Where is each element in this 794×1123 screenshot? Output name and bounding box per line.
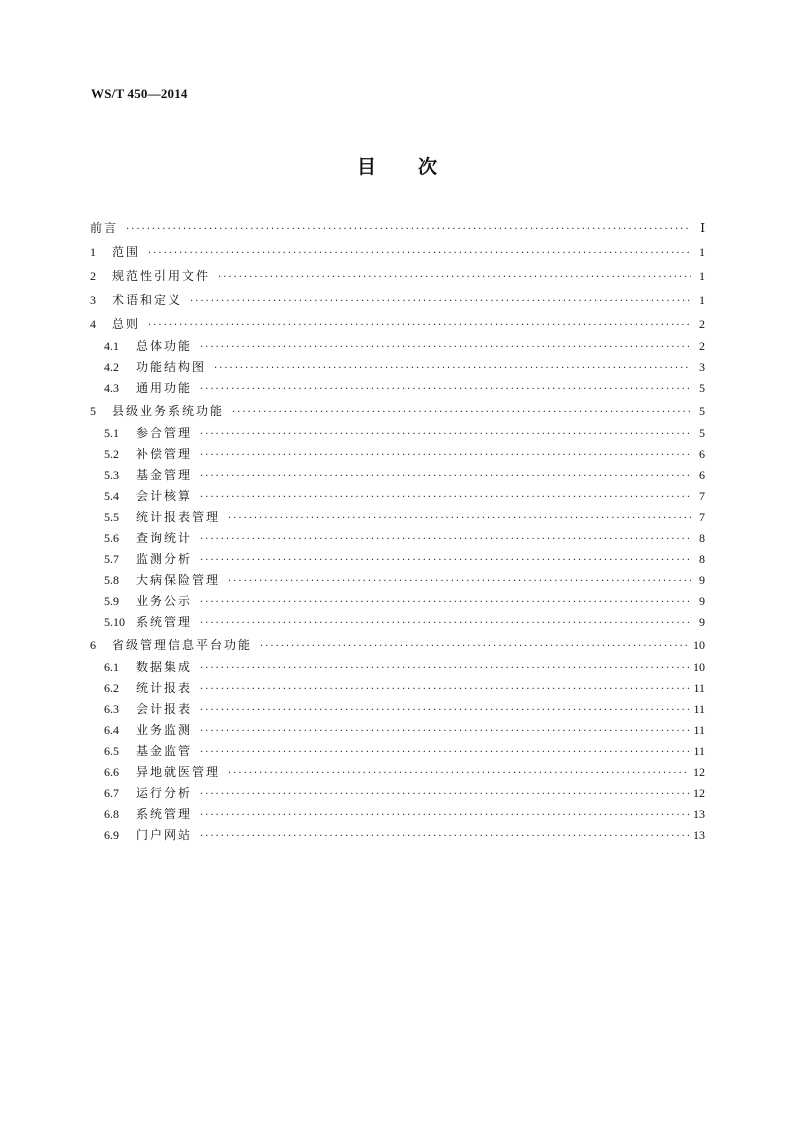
toc-entry[interactable] [90,507,705,528]
dot-leader [228,571,691,592]
toc-entry[interactable] [90,633,705,657]
dot-leader [200,379,691,400]
toc-entry[interactable] [90,570,705,591]
toc-entry[interactable] [90,804,705,825]
dot-leader [200,742,689,763]
toc-entry-page: 12 [693,765,705,779]
toc-entry-title: 规范性引用文件 [112,269,211,283]
toc-entry-title: 县级业务系统功能 [112,404,225,418]
toc-entry-page: 3 [699,360,705,374]
toc-entry-number: 6.3 [104,702,119,716]
toc-entry-page: 1 [699,245,705,259]
toc-entry-title: 基金管理 [136,468,193,482]
toc-entry-page: 13 [693,828,705,842]
dot-leader [214,358,691,379]
toc-entry-number: 5.4 [104,489,119,503]
toc-entry-number: 5.3 [104,468,119,482]
toc-entry-page: 5 [699,381,705,395]
toc-entry-number: 3 [90,293,96,307]
toc-entry-title: 会计核算 [136,489,193,503]
toc-entry-number: 4 [90,317,96,331]
toc-entry-title: 总体功能 [136,339,193,353]
toc-entry-number: 5.2 [104,447,119,461]
dot-leader [228,508,691,529]
toc-entry-title: 门户网站 [136,828,193,842]
toc-entry[interactable] [90,378,705,399]
toc-entry[interactable] [90,357,705,378]
toc-entry-page: 5 [699,426,705,440]
toc-entry-page: 2 [699,339,705,353]
dot-leader [200,550,691,571]
toc-entry-number: 5.5 [104,510,119,524]
dot-leader [200,337,691,358]
toc-entry-page: 1 [699,293,705,307]
toc-entry[interactable] [90,264,705,288]
toc-entry-number: 4.1 [104,339,119,353]
toc-entry-number: 5.10 [104,615,125,629]
toc-entry-page: 7 [699,510,705,524]
toc-entry[interactable] [90,216,705,240]
dot-leader [200,805,689,826]
toc-entry[interactable] [90,591,705,612]
toc-entry-page: 11 [693,702,705,716]
toc-entry-page: 12 [693,786,705,800]
dot-leader [200,658,689,679]
toc-entry[interactable] [90,528,705,549]
toc-entry-title: 查询统计 [136,531,193,545]
toc-entry-title: 省级管理信息平台功能 [112,638,253,652]
toc-entry[interactable] [90,549,705,570]
toc-entry[interactable] [90,657,705,678]
toc-entry-page: 1 [699,269,705,283]
toc-entry-number: 6.6 [104,765,119,779]
toc-entry[interactable] [90,336,705,357]
toc-entry-number: 6.1 [104,660,119,674]
toc-entry-number: 4.3 [104,381,119,395]
toc-entry-title: 范围 [112,245,141,259]
toc-entry-title: 统计报表 [136,681,193,695]
toc-entry-number: 5 [90,404,96,418]
toc-entry-number: 6.9 [104,828,119,842]
dot-leader [200,784,689,805]
toc-entry-page: Ⅰ [700,221,705,235]
dot-leader [200,529,691,550]
toc-entry[interactable] [90,762,705,783]
toc-entry[interactable] [90,240,705,264]
toc-entry-number: 5.8 [104,573,119,587]
toc-entry-page: 11 [693,681,705,695]
dot-leader [148,314,691,338]
toc-entry-page: 8 [699,552,705,566]
toc-entry-title: 系统管理 [136,615,193,629]
dot-leader [260,635,689,659]
dot-leader [200,592,691,613]
toc-entry-page: 5 [699,404,705,418]
toc-entry[interactable] [90,825,705,846]
toc-entry-title: 业务公示 [136,594,193,608]
toc-entry[interactable] [90,678,705,699]
toc-entry-page: 6 [699,468,705,482]
toc-entry[interactable] [90,444,705,465]
toc-entry-number: 6.4 [104,723,119,737]
title-char-2: 次 [418,156,438,178]
toc-entry-title: 运行分析 [136,786,193,800]
toc-entry[interactable] [90,486,705,507]
toc-entry-number: 5.9 [104,594,119,608]
dot-leader [200,826,689,847]
toc-entry-page: 13 [693,807,705,821]
toc-entry[interactable] [90,612,705,633]
toc-entry-page: 10 [693,638,705,652]
toc-entry-title: 业务监测 [136,723,193,737]
toc-entry-title: 系统管理 [136,807,193,821]
toc-entry[interactable] [90,465,705,486]
toc-entry[interactable] [90,783,705,804]
toc-entry-number: 1 [90,245,96,259]
dot-leader [190,290,691,314]
toc-entry-title: 会计报表 [136,702,193,716]
dot-leader [228,763,689,784]
toc-entry-page: 6 [699,447,705,461]
toc-entry-title: 大病保险管理 [136,573,221,587]
dot-leader [200,445,691,466]
dot-leader [200,487,691,508]
toc-entry-number: 6.2 [104,681,119,695]
toc-entry-number: 6.7 [104,786,119,800]
dot-leader [200,466,691,487]
dot-leader [200,613,691,634]
page-title [0,152,794,179]
toc-entry-number: 6.8 [104,807,119,821]
dot-leader [200,700,689,721]
toc-entry-number: 6.5 [104,744,119,758]
toc-entry-title: 通用功能 [136,381,193,395]
toc-entry-title: 基金监管 [136,744,193,758]
toc-entry-page: 2 [699,317,705,331]
dot-leader [232,401,691,425]
toc-entry-page: 9 [699,573,705,587]
toc-entry-page: 11 [693,723,705,737]
toc-entry-title: 总则 [112,317,141,331]
toc-entry-number: 5.7 [104,552,119,566]
toc-entry-number: 2 [90,269,96,283]
toc-entry-page: 7 [699,489,705,503]
toc-entry[interactable] [90,741,705,762]
toc-entry[interactable] [90,720,705,741]
toc-entry-title: 统计报表管理 [136,510,221,524]
toc-entry-page: 11 [693,744,705,758]
toc-entry[interactable] [90,288,705,312]
toc-entry-page: 10 [693,660,705,674]
toc-entry[interactable] [90,312,705,336]
dot-leader [200,424,691,445]
toc-entry-title: 监测分析 [136,552,193,566]
toc-entry-title: 功能结构图 [136,360,207,374]
toc-entry-title: 补偿管理 [136,447,193,461]
dot-leader [126,218,691,242]
toc-entry[interactable] [90,423,705,444]
toc-entry[interactable] [90,699,705,720]
dot-leader [200,721,689,742]
toc-entry-title: 参合管理 [136,426,193,440]
toc-entry-number: 4.2 [104,360,119,374]
toc-entry-number: 5.1 [104,426,119,440]
toc-entry-title: 数据集成 [136,660,193,674]
toc-entry-page: 9 [699,594,705,608]
toc-entry-number: 5.6 [104,531,119,545]
title-char-1: 目 [356,156,376,178]
toc-entry[interactable] [90,399,705,423]
standard-code: WS/T 450—2014 [91,86,188,101]
toc-entry-title: 前言 [90,221,119,235]
toc-entry-title: 异地就医管理 [136,765,221,779]
dot-leader [218,266,691,290]
toc-entry-page: 9 [699,615,705,629]
dot-leader [148,242,691,266]
toc-entry-page: 8 [699,531,705,545]
toc-entry-title: 术语和定义 [112,293,183,307]
table-of-contents [90,216,705,846]
toc-entry-number: 6 [90,638,96,652]
dot-leader [200,679,689,700]
